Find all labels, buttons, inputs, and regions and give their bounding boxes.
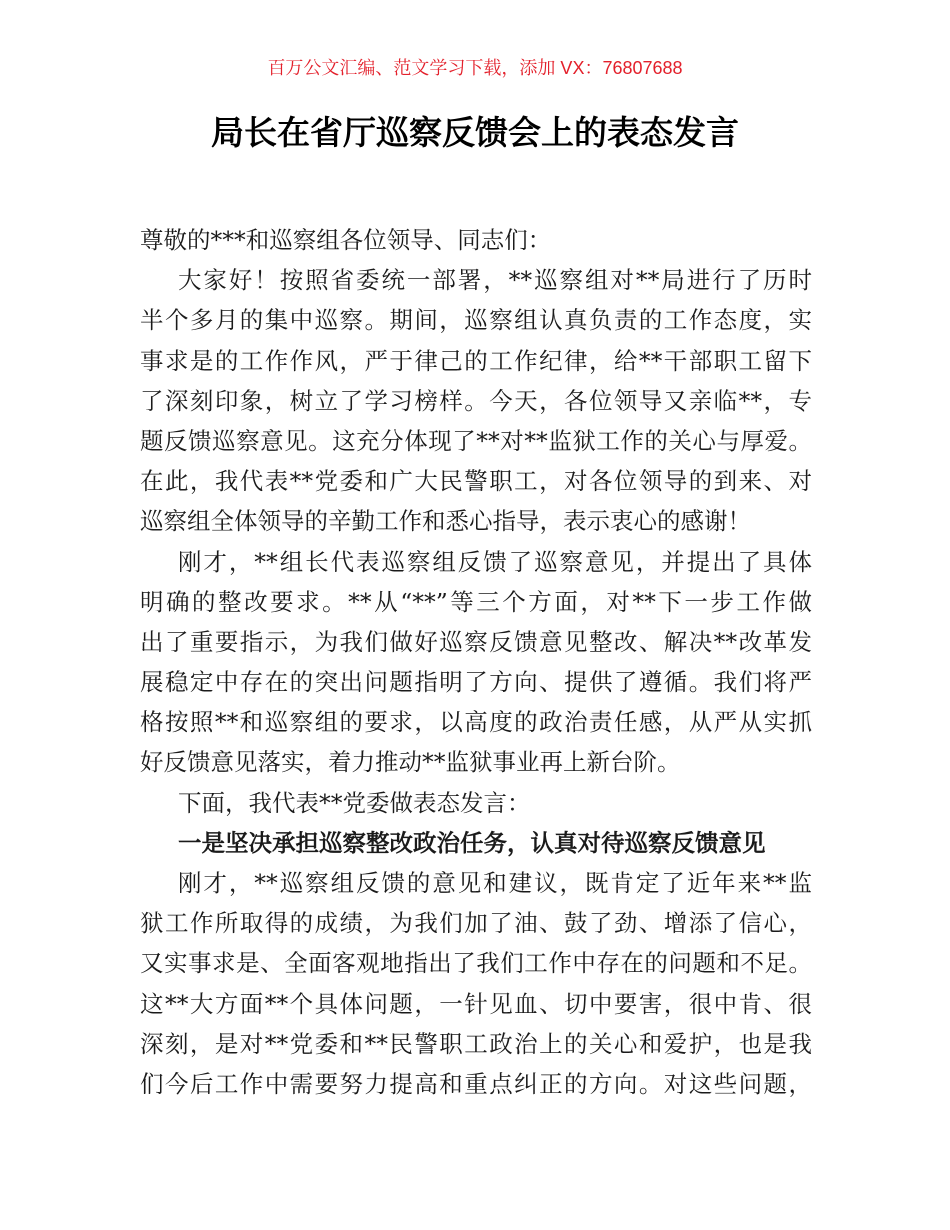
watermark-banner: 百万公文汇编、范文学习下载，添加 VX：76807688 (267, 58, 683, 78)
text-line: 明确的整改要求。**从“**”等三个方面，对**下一步工作做 (140, 587, 812, 616)
text-line: 展稳定中存在的突出问题指明了方向、提供了遵循。我们将严 (140, 668, 812, 697)
text-line: 题反馈巡察意见。这充分体现了**对**监狱工作的关心与厚爱。 (140, 426, 812, 455)
text-line: 又实事求是、全面客观地指出了我们工作中存在的问题和不足。 (140, 949, 812, 978)
text-line: 好反馈意见落实，着力推动**监狱事业再上新台阶。 (140, 748, 681, 777)
paragraph-greeting (140, 260, 812, 541)
text-line: 巡察组全体领导的辛勤工作和悉心指导，表示衷心的感谢！ (140, 507, 751, 536)
text-line: 刚才，**巡察组反馈的意见和建议，既肯定了近年来**监 (178, 869, 812, 897)
salutation: 尊敬的***和巡察组各位领导、同志们： (140, 226, 552, 254)
text-line: 在此，我代表**党委和广大民警职工，对各位领导的到来、对 (140, 467, 812, 496)
text-line: 事求是的工作作风，严于律己的工作纪律，给**干部职工留下 (140, 346, 812, 375)
text-line: 出了重要指示，为我们做好巡察反馈意见整改、解决**改革发 (140, 627, 812, 656)
text-line: 了深刻印象，树立了学习榜样。今天，各位领导又亲临**，专 (140, 386, 812, 415)
section-heading: 一是坚决承担巡察整改政治任务，认真对待巡察反馈意见 (178, 828, 766, 857)
paragraph-intro: 下面，我代表**党委做表态发言： (178, 788, 531, 817)
text-line: 刚才，**组长代表巡察组反馈了巡察意见，并提出了具体 (178, 547, 812, 576)
text-line: 深刻，是对**党委和**民警职工政治上的关心和爱护，也是我 (140, 1029, 812, 1058)
paragraph-section-one (140, 863, 812, 1104)
paragraph-feedback (140, 542, 812, 783)
page-title: 局长在省厅巡察反馈会上的表态发言 (211, 113, 739, 152)
text-line: 格按照**和巡察组的要求，以高度的政治责任感，从严从实抓 (140, 708, 812, 737)
text-line: 半个多月的集中巡察。期间，巡察组认真负责的工作态度，实 (140, 306, 812, 335)
text-line: 狱工作所取得的成绩，为我们加了油、鼓了劲、增添了信心， (140, 909, 812, 938)
text-line: 这**大方面**个具体问题，一针见血、切中要害，很中肯、很 (140, 989, 812, 1018)
text-line: 大家好！按照省委统一部署，**巡察组对**局进行了历时 (178, 266, 812, 295)
text-line: 们今后工作中需要努力提高和重点纠正的方向。对这些问题， (140, 1069, 812, 1098)
document-body (140, 220, 812, 1104)
